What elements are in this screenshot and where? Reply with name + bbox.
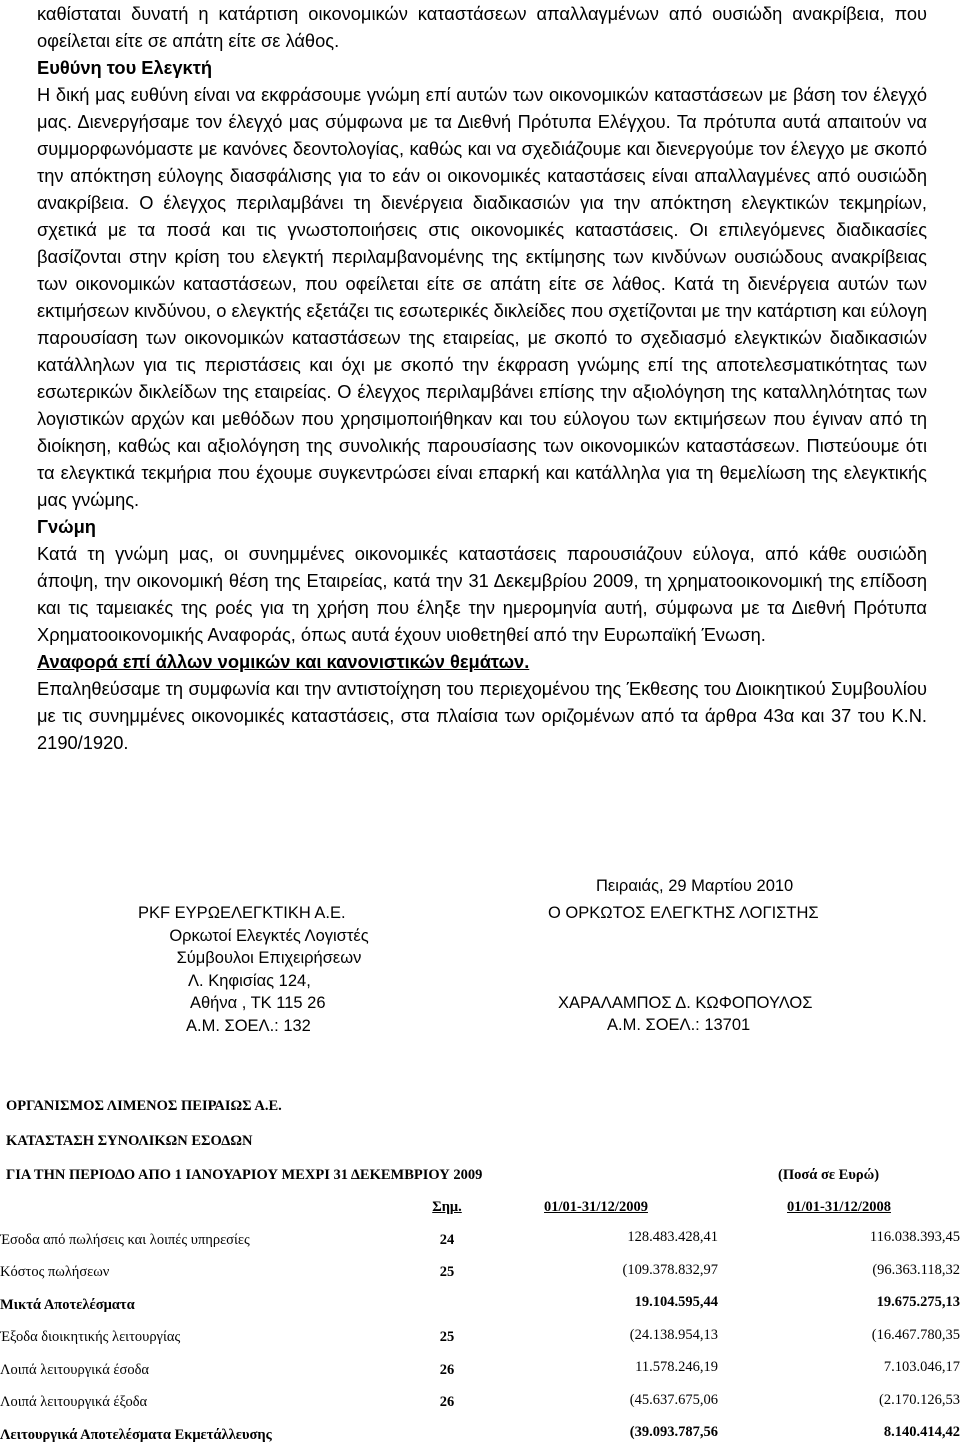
value-2009: 128.483.428,41 bbox=[627, 1229, 718, 1246]
value-2008: 8.140.414,42 bbox=[883, 1424, 960, 1441]
value-2009: 11.578.246,19 bbox=[635, 1359, 718, 1376]
value-2009: 19.104.595,44 bbox=[634, 1294, 718, 1311]
firm-address: Λ. Κηφισίας 124, bbox=[188, 971, 311, 990]
firm-name: PKF ΕΥΡΩΕΛΕΓΚΤΙΚΗ Α.Ε. bbox=[138, 904, 346, 922]
row-label: Μικτά Αποτελέσματα bbox=[0, 1296, 135, 1313]
heading-auditor-responsibility: Ευθύνη του Ελεγκτή bbox=[37, 57, 213, 78]
value-2008: (2.170.126,53 bbox=[879, 1391, 960, 1408]
row-label: Λοιπά λειτουργικά έσοδα bbox=[0, 1361, 150, 1378]
heading-other-matters: Αναφορά επί άλλων νομικών και κανονιστικών θεμάτων. bbox=[37, 651, 530, 672]
table-row-total bbox=[0, 1289, 960, 1322]
comprehensive-income-table bbox=[0, 1190, 960, 1452]
heading-opinion: Γνώμη bbox=[37, 516, 96, 537]
paragraph-responsibility: Η δική μας ευθύνη είναι να εκφράσουμε γνώμη επί αυτών των οικονομικών καταστάσεων με βάση τον έλεγχό μας. Διενεργήσαμε τον έλεγχό μας σύμφωνα με τα Διεθνή Πρότυπα Ελέγχου. Τα πρότυπα αυτά απαιτούν να συμμορφωνόμαστε με κανόνες δεοντολογίας, καθώς και να σχεδιάζουμε και διενεργούμε τον έλεγχο με σκοπό την απόκτηση εύλογης διασφάλισης για το εάν οι οικονομικές καταστάσεις είναι απαλλαγμένες από ουσιώδη ανακρίβεια. Ο έλεγχος περιλαμβάνει τη διενέργεια διαδικασιών για την απόκτηση ελεγκτικών τεκμηρίων, σχετικά με τα ποσά και τις γνωστοποιήσεις στις οικονομικές καταστάσεις. Οι επιλεγόμενες διαδικασίες βασίζονται στην κρίση του ελεγκτή περιλαμβανομένης της εκτίμησης των κινδύνων ουσιώδους ανακρίβειας των οικονομικών καταστάσεων, που οφείλεται είτε σε απάτη είτε σε λάθος. Κατά τη διενέργεια αυτών των εκτιμήσεων κινδύνου, ο ελεγκτής εξετάζει τις εσωτερικές δικλείδες που σχετίζονται με την κατάρτιση και εύλογη παρουσίαση των οικονομικών καταστάσεων της εταιρείας, με σκοπό το σχεδιασμό ελεγκτικών διαδικασιών κατάλληλων για τις περιστάσεις και όχι με σκοπό την έκφραση γνώμης επί της αποτελεσματικότητας των εσωτερικών δικλείδων της εταιρείας. Ο έλεγχος περιλαμβάνει επίσης την αξιολόγηση της καταλληλότητας των λογιστικών αρχών και μεθόδων που χρησιμοποιήθηκαν και του εύλογου των εκτιμήσεων που έγιναν από τη διοίκηση, καθώς και αξιολόγηση της συνολικής παρουσίασης των οικονομικών καταστάσεων. Πιστεύουμε ότι τα ελεγκτικά τεκμήρια που έχουμε συγκεντρώσει είναι επαρκή και κατάλληλα για τη θεμελίωση της ελεγκτικής μας γνώμης. bbox=[37, 84, 927, 510]
row-label: Κόστος πωλήσεων bbox=[0, 1264, 110, 1281]
row-label: Λειτουργικά Αποτελέσματα Εκμετάλλευσης bbox=[0, 1426, 272, 1443]
value-2009: (39.093.787,56 bbox=[629, 1424, 718, 1441]
value-2008: 19.675.275,13 bbox=[876, 1294, 960, 1311]
signature-block-auditor bbox=[548, 902, 819, 1037]
value-2009: (109.378.832,97 bbox=[622, 1261, 718, 1278]
paragraph-opinion: Κατά τη γνώμη μας, οι συνημμένες οικονομικές καταστάσεις παρουσιάζουν εύλογα, από κάθε ουσιώδη άποψη, την οικονομική θέση της Εταιρείας, κατά την 31 Δεκεμβρίου 2009, τη χρηματοοικονομική της επίδοση και τις ταμειακές της ροές για τη χρήση που έληξε την ημερομηνία αυτή, σύμφωνα με τα Διεθνή Πρότυπα Χρηματοοικονομικής Αναφοράς, όπως αυτά έχουν υιοθετηθεί από την Ευρωπαϊκή Ένωση. bbox=[37, 543, 927, 645]
audit-report-text bbox=[37, 0, 927, 756]
value-2009: (45.637.675,06 bbox=[629, 1391, 718, 1408]
value-2008: (16.467.780,35 bbox=[871, 1326, 960, 1343]
value-2008: 7.103.046,17 bbox=[883, 1359, 960, 1376]
statement-period: ΓΙΑ ΤΗΝ ΠΕΡΙΟΔΟ ΑΠΟ 1 ΙΑΝΟΥΑΡΙΟΥ ΜΕΧΡΙ 31 ΔΕΚΕΜΒΡΙΟΥ 2009 bbox=[6, 1167, 483, 1183]
column-header-2009: 01/01-31/12/2009 bbox=[544, 1198, 648, 1215]
row-note: 26 bbox=[439, 1394, 455, 1411]
table-row bbox=[0, 1257, 960, 1290]
value-2008: 116.038.393,45 bbox=[869, 1229, 960, 1246]
row-note: 25 bbox=[439, 1264, 455, 1281]
table-row-total bbox=[0, 1419, 960, 1452]
column-header-note: Σημ. bbox=[432, 1198, 462, 1215]
table-header-row bbox=[0, 1190, 960, 1224]
row-note: 24 bbox=[439, 1231, 455, 1248]
value-2009: (24.138.954,13 bbox=[629, 1326, 718, 1343]
table-row bbox=[0, 1322, 960, 1355]
place-date: Πειραιάς, 29 Μαρτίου 2010 bbox=[596, 877, 794, 895]
value-2008: (96.363.118,32 bbox=[872, 1261, 960, 1278]
auditor-name: ΧΑΡΑΛΑΜΠΟΣ Δ. ΚΩΦΟΠΟΥΛΟΣ bbox=[558, 993, 813, 1012]
currency-unit: (Ποσά σε Ευρώ) bbox=[778, 1167, 880, 1183]
signature-block-firm bbox=[136, 902, 402, 1037]
row-label: Έξοδα διοικητικής λειτουργίας bbox=[0, 1329, 181, 1346]
paragraph-other-matters: Επαληθεύσαμε τη συμφωνία και την αντιστοίχηση του περιεχομένου της Έκθεσης του Διοικητικού Συμβουλίου με τις συνημμένες οικονομικές καταστάσεις, στα πλαίσια των οριζομένων από τα άρθρα 43α και 37 του Κ.Ν. 2190/1920. bbox=[37, 678, 927, 753]
firm-line: Ορκωτοί Ελεγκτές Λογιστές bbox=[169, 926, 369, 945]
column-header-2008: 01/01-31/12/2008 bbox=[787, 1198, 891, 1215]
firm-registration: Α.Μ. ΣΟΕΛ.: 132 bbox=[186, 1016, 311, 1035]
table-row bbox=[0, 1354, 960, 1387]
row-note bbox=[420, 1419, 474, 1452]
row-label: Έσοδα από πωλήσεις και λοιπές υπηρεσίες bbox=[0, 1231, 250, 1248]
firm-city: Αθήνα , ΤΚ 115 26 bbox=[190, 994, 326, 1012]
row-label: Λοιπά λειτουργικά έξοδα bbox=[0, 1394, 148, 1411]
paragraph-intro: καθίσταται δυνατή η κατάρτιση οικονομικών καταστάσεων απαλλαγμένων από ουσιώδη ανακρίβεια, που οφείλεται είτε σε απάτη είτε σε λάθος. bbox=[37, 3, 927, 51]
table-row bbox=[0, 1224, 960, 1257]
row-note: 26 bbox=[439, 1361, 455, 1378]
table-row bbox=[0, 1387, 960, 1420]
auditor-title: Ο ΟΡΚΩΤΟΣ ΕΛΕΓΚΤΗΣ ΛΟΓΙΣΤΗΣ bbox=[548, 904, 819, 922]
firm-line: Σύμβουλοι Επιχειρήσεων bbox=[176, 949, 362, 967]
auditor-registration: Α.Μ. ΣΟΕΛ.: 13701 bbox=[607, 1016, 751, 1034]
row-note: 25 bbox=[439, 1329, 455, 1346]
organization-name: ΟΡΓΑΝΙΣΜΟΣ ΛΙΜΕΝΟΣ ΠΕΙΡΑΙΩΣ Α.Ε. bbox=[6, 1098, 282, 1114]
row-note bbox=[420, 1289, 474, 1322]
statement-title: ΚΑΤΑΣΤΑΣΗ ΣΥΝΟΛΙΚΩΝ ΕΣΟΔΩΝ bbox=[6, 1133, 253, 1149]
